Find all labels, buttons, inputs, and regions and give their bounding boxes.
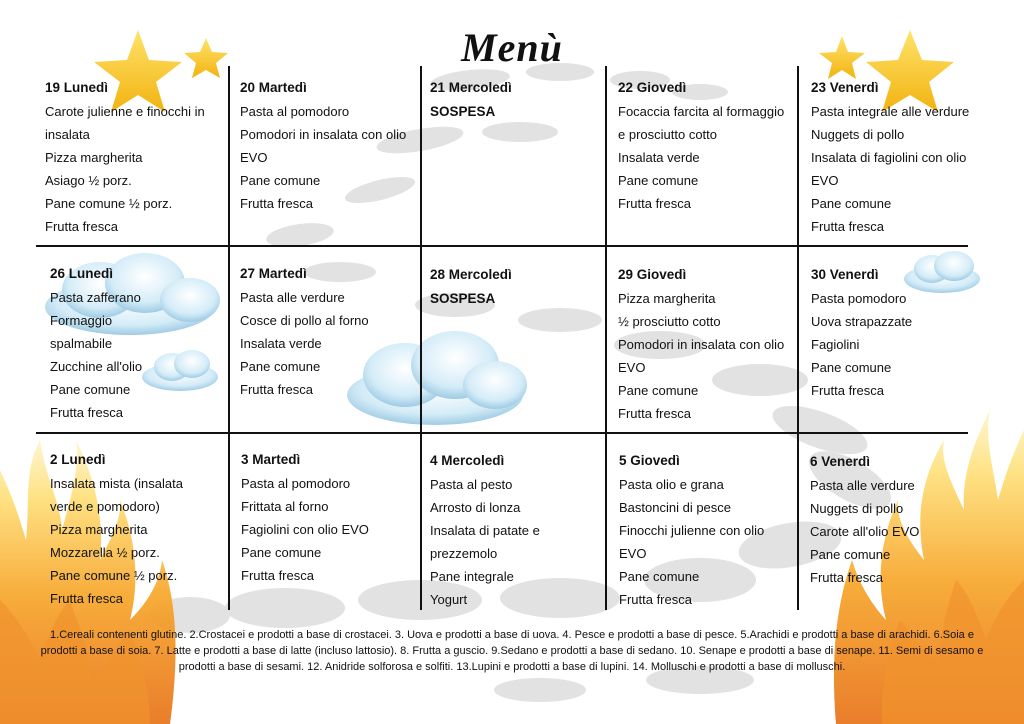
menu-item: Pane comune ½ porz. [45, 196, 173, 211]
menu-item: Insalata verde [618, 150, 700, 165]
menu-item: Frutta fresca [240, 196, 313, 211]
grid-line [797, 66, 799, 610]
menu-item: Pomodori in insalata con olio [240, 127, 407, 142]
menu-item: Pizza margherita [618, 291, 716, 306]
day-heading: 22 Giovedì [618, 80, 687, 95]
menu-item: Carote julienne e finocchi in [45, 104, 205, 119]
menu-item: Fagiolini [811, 337, 860, 352]
menu-item: Focaccia farcita al formaggio [618, 104, 785, 119]
menu-day-cell [619, 449, 764, 611]
menu-day-cell [240, 76, 406, 215]
menu-day-cell [50, 262, 142, 424]
menu-item: prezzemolo [430, 546, 498, 561]
page-title: Menù [461, 25, 563, 70]
menu-item: Insalata di fagiolini con olio [811, 150, 967, 165]
menu-day-cell [811, 263, 912, 402]
menu-item: Finocchi julienne con olio [619, 523, 765, 538]
menu-item: Pasta al pomodoro [241, 476, 351, 491]
menu-day-cell [45, 76, 205, 238]
menu-item: Yogurt [430, 592, 468, 607]
menu-item: Pasta al pomodoro [240, 104, 350, 119]
menu-item: Pane comune ½ porz. [50, 568, 178, 583]
menu-item: Frutta fresca [241, 568, 314, 583]
menu-item: insalata [45, 127, 90, 142]
menu-day-cell [430, 76, 512, 123]
menu-item: Carote all'olio EVO [810, 524, 920, 539]
day-heading: 29 Giovedì [618, 267, 687, 282]
menu-item: Pane comune [240, 173, 321, 188]
menu-item: EVO [811, 173, 839, 188]
menu-day-cell [430, 449, 540, 611]
menu-item: Frutta fresca [811, 383, 884, 398]
day-heading: 6 Venerdì [810, 454, 871, 469]
day-heading: 5 Giovedì [619, 453, 680, 468]
day-heading: 2 Lunedì [50, 452, 106, 467]
menu-item: Uova strapazzate [811, 314, 913, 329]
menu-item: Pane comune [619, 569, 700, 584]
menu-item: Zucchine all'olio [50, 359, 143, 374]
menu-item: Pane comune [811, 360, 892, 375]
menu-item: Pane comune [241, 545, 322, 560]
menu-item: verde e pomodoro) [50, 499, 160, 514]
menu-item: SOSPESA [430, 291, 496, 306]
grid-line [36, 245, 968, 247]
menu-item: Pasta pomodoro [811, 291, 907, 306]
menu-item: EVO [240, 150, 268, 165]
menu-item: Arrosto di lonza [430, 500, 521, 515]
menu-item: Pane comune [811, 196, 892, 211]
menu-item: Frutta fresca [50, 591, 123, 606]
menu-item: Cosce di pollo al forno [240, 313, 369, 328]
menu-day-cell [50, 448, 183, 610]
menu-item: Frutta fresca [240, 382, 313, 397]
day-heading: 19 Lunedì [45, 80, 109, 95]
menu-item: Pane integrale [430, 569, 514, 584]
menu-item: Pomodori in insalata con olio [618, 337, 785, 352]
day-heading: 3 Martedì [241, 452, 301, 467]
menu-item: Pizza margherita [50, 522, 148, 537]
menu-day-cell [430, 263, 512, 310]
menu-item: Mozzarella ½ porz. [50, 545, 160, 560]
day-heading: 21 Mercoledì [430, 80, 512, 95]
menu-item: Nuggets di pollo [811, 127, 905, 142]
grid-line [605, 66, 607, 610]
menu-item: Insalata verde [240, 336, 322, 351]
menu-item: Formaggio [50, 313, 113, 328]
menu-item: Pasta olio e grana [619, 477, 724, 492]
grid-line [36, 432, 968, 434]
day-heading: 20 Martedì [240, 80, 307, 95]
menu-day-cell [810, 450, 919, 589]
menu-item: spalmabile [50, 336, 113, 351]
day-heading: 27 Martedì [240, 266, 307, 281]
day-heading: 30 Venerdì [811, 267, 879, 282]
menu-item: Frutta fresca [618, 196, 691, 211]
menu-item: Pane comune [240, 359, 321, 374]
menu-day-cell [618, 76, 784, 215]
menu-item: Pizza margherita [45, 150, 143, 165]
menu-day-cell [811, 76, 969, 238]
menu-item: Pane comune [810, 547, 891, 562]
day-heading: 28 Mercoledì [430, 267, 512, 282]
menu-item: Asiago ½ porz. [45, 173, 132, 188]
menu-item: Pasta alle verdure [240, 290, 345, 305]
menu-item: Pasta alle verdure [810, 478, 915, 493]
menu-item: Fagiolini con olio EVO [241, 522, 369, 537]
menu-item: Pasta al pesto [430, 477, 513, 492]
menu-day-cell [241, 448, 369, 587]
day-heading: 4 Mercoledì [430, 453, 505, 468]
menu-item: ½ prosciutto cotto [618, 314, 721, 329]
menu-item: Pane comune [618, 383, 699, 398]
menu-item: Pane comune [50, 382, 131, 397]
menu-item: SOSPESA [430, 104, 496, 119]
menu-day-cell [240, 262, 369, 401]
menu-item: Insalata mista (insalata [50, 476, 183, 491]
menu-item: Pasta integrale alle verdure [811, 104, 970, 119]
grid-line [228, 66, 230, 610]
menu-item: Frutta fresca [45, 219, 118, 234]
day-heading: 23 Venerdì [811, 80, 879, 95]
menu-item: Nuggets di pollo [810, 501, 904, 516]
menu-item: EVO [619, 546, 647, 561]
menu-item: Frutta fresca [619, 592, 692, 607]
menu-item: Frutta fresca [50, 405, 123, 420]
menu-item: Frutta fresca [811, 219, 884, 234]
menu-item: Frittata al forno [241, 499, 329, 514]
menu-item: Pane comune [618, 173, 699, 188]
menu-item: Insalata di patate e [430, 523, 540, 538]
menu-item: Bastoncini di pesce [619, 500, 732, 515]
grid-line [420, 66, 422, 610]
allergen-legend: 1.Cereali contenenti glutine. 2.Crostacei e prodotti a base di crostacei. 3. Uova e prodotti a base di uova. 4. Pesce e prodotti a base di pesce. 5.Arachidi e prodotti a base di arachidi. 6.Soia e prodotti a base di soia. 7. Latte e prodotti a base di latte (incluso lattosio). 8. Frutta a guscio. 9.Sedano e prodotti a base di sedano. 10. Senape e prodotti a base di senape. 11. Semi di sesamo e prodotti a base di sesami. 12. Anidride solforosa e solfiti. 13.Lupini e prodotti a base di lupini. 14. Molluschi e prodotti a base di molluschi. [40, 629, 984, 673]
menu-item: e prosciutto cotto [618, 127, 717, 142]
day-heading: 26 Lunedì [50, 266, 114, 281]
menu-item: EVO [618, 360, 646, 375]
menu-item: Pasta zafferano [50, 290, 141, 305]
menu-item: Frutta fresca [618, 406, 691, 421]
menu-day-cell [618, 263, 784, 425]
menu-item: Frutta fresca [810, 570, 883, 585]
